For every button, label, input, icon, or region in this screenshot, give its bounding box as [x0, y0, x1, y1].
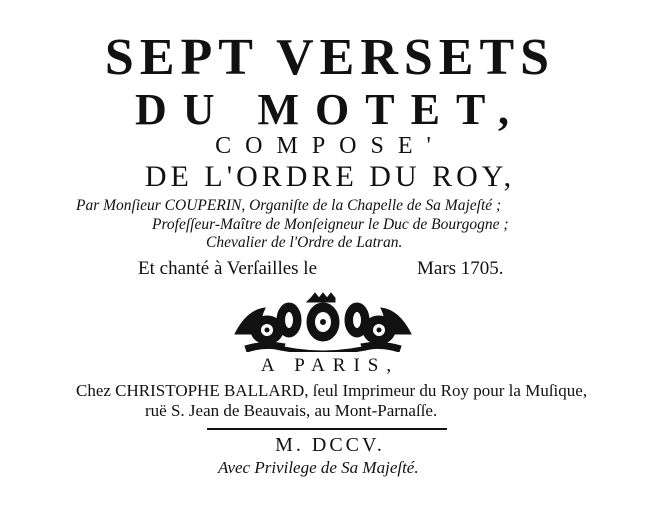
printers-ornament-icon [231, 292, 415, 352]
title-line-3: COMPOSE' [215, 133, 445, 159]
performance-date: Mars 1705. [417, 258, 504, 279]
title-line-2: DU MOTET, [134, 85, 526, 134]
author-line-1: Par Monſieur COUPERIN, Organiſte de la Chapelle de Sa Majeſté ; [76, 197, 502, 214]
imprint-privilege: Avec Privilege de Sa Majeſté. [218, 458, 419, 477]
author-line-3: Chevalier de l'Ordre de Latran. [206, 234, 403, 251]
imprint-publisher-line-2: ruë S. Jean de Beauvais, au Mont-Parnaſſe. [145, 401, 438, 420]
imprint-place: A PARIS, [260, 355, 400, 376]
divider-rule [207, 428, 447, 430]
title-line-1: SEPT VERSETS [104, 29, 556, 86]
author-line-2: Profeſſeur-Maître de Monſeigneur le Duc de Bourgogne ; [152, 216, 509, 233]
imprint-year: M. DCCV. [275, 434, 385, 456]
title-line-4: DE L'ORDRE DU ROY, [144, 160, 516, 193]
imprint-publisher-line-1: Chez CHRISTOPHE BALLARD, ſeul Imprimeur du Roy pour la Muſique, [76, 381, 588, 400]
performance-text: Et chanté à Verſailles le [138, 258, 318, 279]
